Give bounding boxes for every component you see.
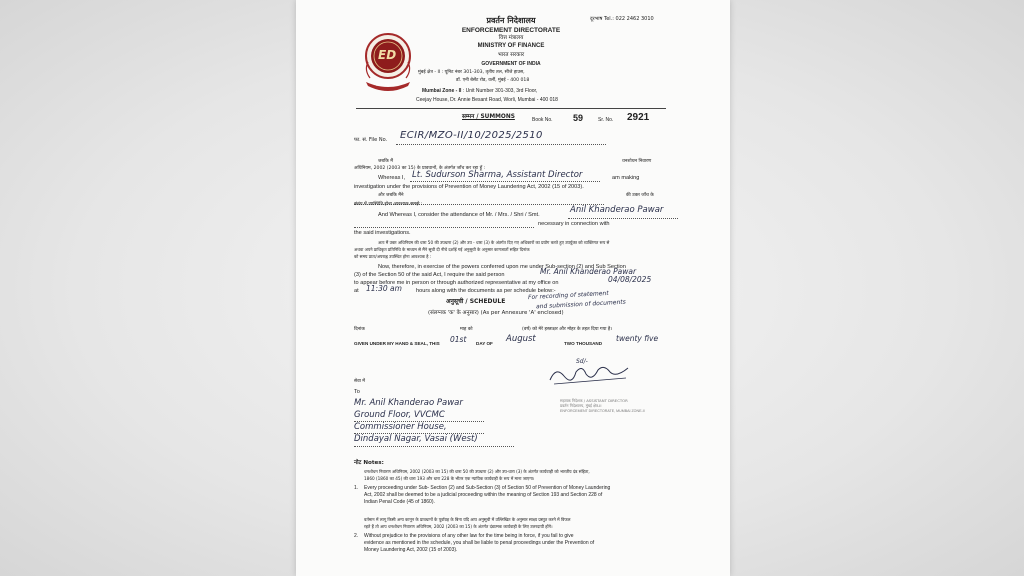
file-no-line <box>396 144 606 145</box>
officer-signature <box>546 360 636 390</box>
hindi-line-4: संबंध में उपस्थिति होना आवश्यक समझे : <box>354 202 423 207</box>
whereas-suffix: am making <box>612 175 640 181</box>
appearance-date: 04/08/2025 <box>608 275 652 284</box>
hindi-line-1: जबकि मैं <box>378 159 393 164</box>
hindi-line-8: दिनांक <box>354 327 365 332</box>
now-line-2: (3) of the Section 50 of the said Act, I require the said person <box>354 272 505 278</box>
attendance-text: And Whereas I, consider the attendance of Mr. / Mrs. / Shri / Smt. <box>378 212 540 218</box>
notes-title: नोट Notes: <box>354 460 384 466</box>
logo-text: ED <box>378 48 397 62</box>
annexure-text: (संलग्नक 'क' के अनुसार) (As per Annexure 'A' enclosed) <box>428 310 564 316</box>
header-zone-label: Mumbai Zone - II <box>422 88 462 94</box>
schedule-label: अनुसूची / SCHEDULE <box>446 298 506 305</box>
hindi-line-8c: (वर्ष) को मेरे हस्ताक्षर और मोहर के तहत दिया गया है। <box>522 327 613 332</box>
recipient-hindi-to: सेवा में <box>354 379 366 384</box>
signature-text: Sd/- <box>576 358 588 365</box>
header-hindi-address-1: मुंबई क्षेत्र - II : यूनिट नंबर 301-303, तृतीय तल, सीजे हाउस, <box>418 70 525 75</box>
header-hindi-title: प्रवर्तन निदेशालय <box>486 16 536 25</box>
header-ministry: MINISTRY OF FINANCE <box>477 43 545 49</box>
recipient-line-2: Ground Floor, VVCMC <box>354 410 445 420</box>
notes-hindi-1a: धनशोधन निवारण अधिनियम, 2002 (2003 का 15) की धारा 50 की उपधारा (2) और उप-धारा (3) के अंतर्गत कार्यवाही को भारतीय दंड संहिता, <box>364 469 590 474</box>
person-name-2: Mr. Anil Khanderao Pawar <box>540 267 637 276</box>
note-1-line-c: Indian Penal Code (45 of 1860). <box>364 499 435 505</box>
header-zone <box>422 88 537 94</box>
sr-no-value: 2921 <box>627 112 650 123</box>
now-line-4: hours along with the documents as per schedule below:- <box>416 288 556 294</box>
ed-emblem-logo <box>356 28 420 94</box>
note-2-number: 2. <box>354 533 359 539</box>
whereas-prefix: Whereas I, <box>378 175 406 181</box>
given-month: August <box>506 334 536 344</box>
given-year: twenty five <box>616 334 659 343</box>
now-line-1: Now, therefore, in exercise of the powers conferred upon me under Sub-section (2) and Sub Section <box>378 264 626 270</box>
notes-hindi-2b: रहते हैं तो आप धनशोधन निवारण अधिनियम, 2002 (2003 का 15) के अंतर्गत दंडात्मक कार्यवाही के लिए उत्तरदायी होंगे। <box>364 524 553 529</box>
necessary-text: necessary in connection with <box>538 221 610 227</box>
given-day: 01st <box>450 335 467 344</box>
note-1-line-b: Act, 2002 shall be deemed to be a judicial proceeding within the meaning of Section 193 and Section 228 of <box>364 492 603 498</box>
hindi-line-3: और जबकि मैंने <box>378 193 404 198</box>
hindi-line-5: अतः मैं उक्त अधिनियम की धारा 50 की उपधारा (2) और उप - धारा (3) के अंतर्गत दिए गए अधिकारों का प्रयोग करते हुए उपर्युक्त को व्यक्तिगत रूप से <box>378 240 610 245</box>
investigation-text: investigation under the provisions of Prevention of Money Laundering Act, 2002 (15 of 2003). <box>354 184 584 190</box>
header-hindi-country: भारत सरकार <box>497 52 525 58</box>
recipient-line-1: Mr. Anil Khanderao Pawar <box>354 398 463 408</box>
header-government: GOVERNMENT OF INDIA <box>481 61 541 67</box>
logo-ribbon-text: प्रवर्तन निदेशालय <box>376 83 398 87</box>
person-line <box>568 218 678 219</box>
officer-name: Lt. Sudurson Sharma, Assistant Director <box>412 170 583 180</box>
two-thousand-label: TWO THOUSAND <box>564 341 603 346</box>
note-2-line-b: evidence as mentioned in the schedule, you shall be liable to penal proceedings under the Prevention of <box>364 540 595 546</box>
recipient-line-3: Commissioner House, <box>354 422 447 432</box>
notes-hindi-2a: वर्तमान में लागू किसी अन्य कानून के प्रावधानों के पूर्वाग्रह के बिना यदि आप अनुसूची में उल्लिखित के अनुसार साक्ष्य प्रस्तुत करने में विफल <box>364 517 571 522</box>
hindi-line-1b: धनशोधन निवारण <box>622 159 652 164</box>
notes-hindi-1b: 1860 (1860 का 45) की धारा 193 और धारा 228 के भीतर एक न्यायिक कार्यवाही के रूप में माना जाएगा। <box>364 476 535 481</box>
now-line-3: to appear before me in person or through authorized representative at my office on <box>354 280 559 286</box>
header-hindi-ministry: वित्त मंत्रालय <box>498 35 524 41</box>
schedule-value-2: and submission of documents <box>535 298 626 311</box>
official-stamp-2: प्रवर्तन निदेशालय, मुंबई क्षेत्र-II <box>560 403 602 408</box>
officer-line <box>410 181 600 182</box>
hindi-line-8b: माह को <box>460 327 473 332</box>
hindi-line-2: अधिनियम, 2002 (2003 का 15) के प्रावधानों, के अंतर्गत जाँच कर रहा हूँ : <box>354 166 486 171</box>
necessary-line <box>354 227 534 228</box>
header-title: ENFORCEMENT DIRECTORATE <box>461 27 561 34</box>
file-no-value: ECIR/MZO-II/10/2025/2510 <box>400 130 543 141</box>
schedule-value-1: For recording of statement <box>527 289 609 302</box>
header-phone: दूरभाष Tel.: 022 2462 3010 <box>590 16 654 22</box>
hindi-line-3b: की उक्त जाँच के <box>626 193 654 198</box>
note-1-line-a: Every proceeding under Sub- Section (2) and Sub-Section (3) of Section 50 of Prevention of Money Laundering <box>364 485 611 491</box>
summons-document <box>296 0 730 576</box>
recipient-to: To <box>354 389 360 395</box>
header-zone-address: : Unit Number 301-303, 3rd Floor, <box>462 88 538 94</box>
day-of-label: DAY OF <box>476 341 493 346</box>
hindi-line-6: अथवा अपने प्राधिकृत प्रतिनिधि के माध्यम से मैंने सूची दी नीचे दर्शाई गई अनुसूची के अनुसार कागजातों सहित दिनांक <box>354 247 530 252</box>
note-2-line-c: Money Laundering Act, 2002 (15 of 2003). <box>364 547 458 553</box>
summons-label: सम्मन / SUMMONS <box>462 114 515 120</box>
hindi-line-7: को समय प्रातः/अपराह्न उपस्थित होना आवश्यक है : <box>354 254 432 259</box>
given-label: GIVEN UNDER MY HAND & SEAL, THIS <box>354 341 440 346</box>
note-2-line-a: Without prejudice to the provisions of any other law for the time being in force, if you fail to give <box>364 533 574 539</box>
header-hindi-address-2: डॉ. एनी बेसेंट रोड, वर्ली, मुंबई - 400 018 <box>456 78 530 83</box>
said-investigations: the said investigations. <box>354 230 411 236</box>
header-address-2: Ceejay House, Dr. Annie Besant Road, Worli, Mumbai - 400 018 <box>416 97 558 103</box>
at-label: at <box>354 288 359 294</box>
appearance-time: 11:30 am <box>366 284 402 293</box>
person-name: Anil Khanderao Pawar <box>570 205 664 215</box>
book-no-value: 59 <box>573 113 584 123</box>
note-1-number: 1. <box>354 485 359 491</box>
header-divider <box>356 108 666 109</box>
official-stamp-1: सहायक निदेशक / ASSISTANT DIRECTOR <box>560 398 628 403</box>
book-no-label: Book No. <box>532 117 553 123</box>
recipient-line-4-rule <box>354 446 514 447</box>
sr-no-label: Sr. No. <box>598 117 614 123</box>
recipient-line-4: Dindayal Nagar, Vasai (West) <box>354 434 478 444</box>
official-stamp-3: ENFORCEMENT DIRECTORATE, MUMBAI ZONE-II <box>560 409 645 413</box>
file-no-label: फा. सं. File No. <box>354 137 388 143</box>
